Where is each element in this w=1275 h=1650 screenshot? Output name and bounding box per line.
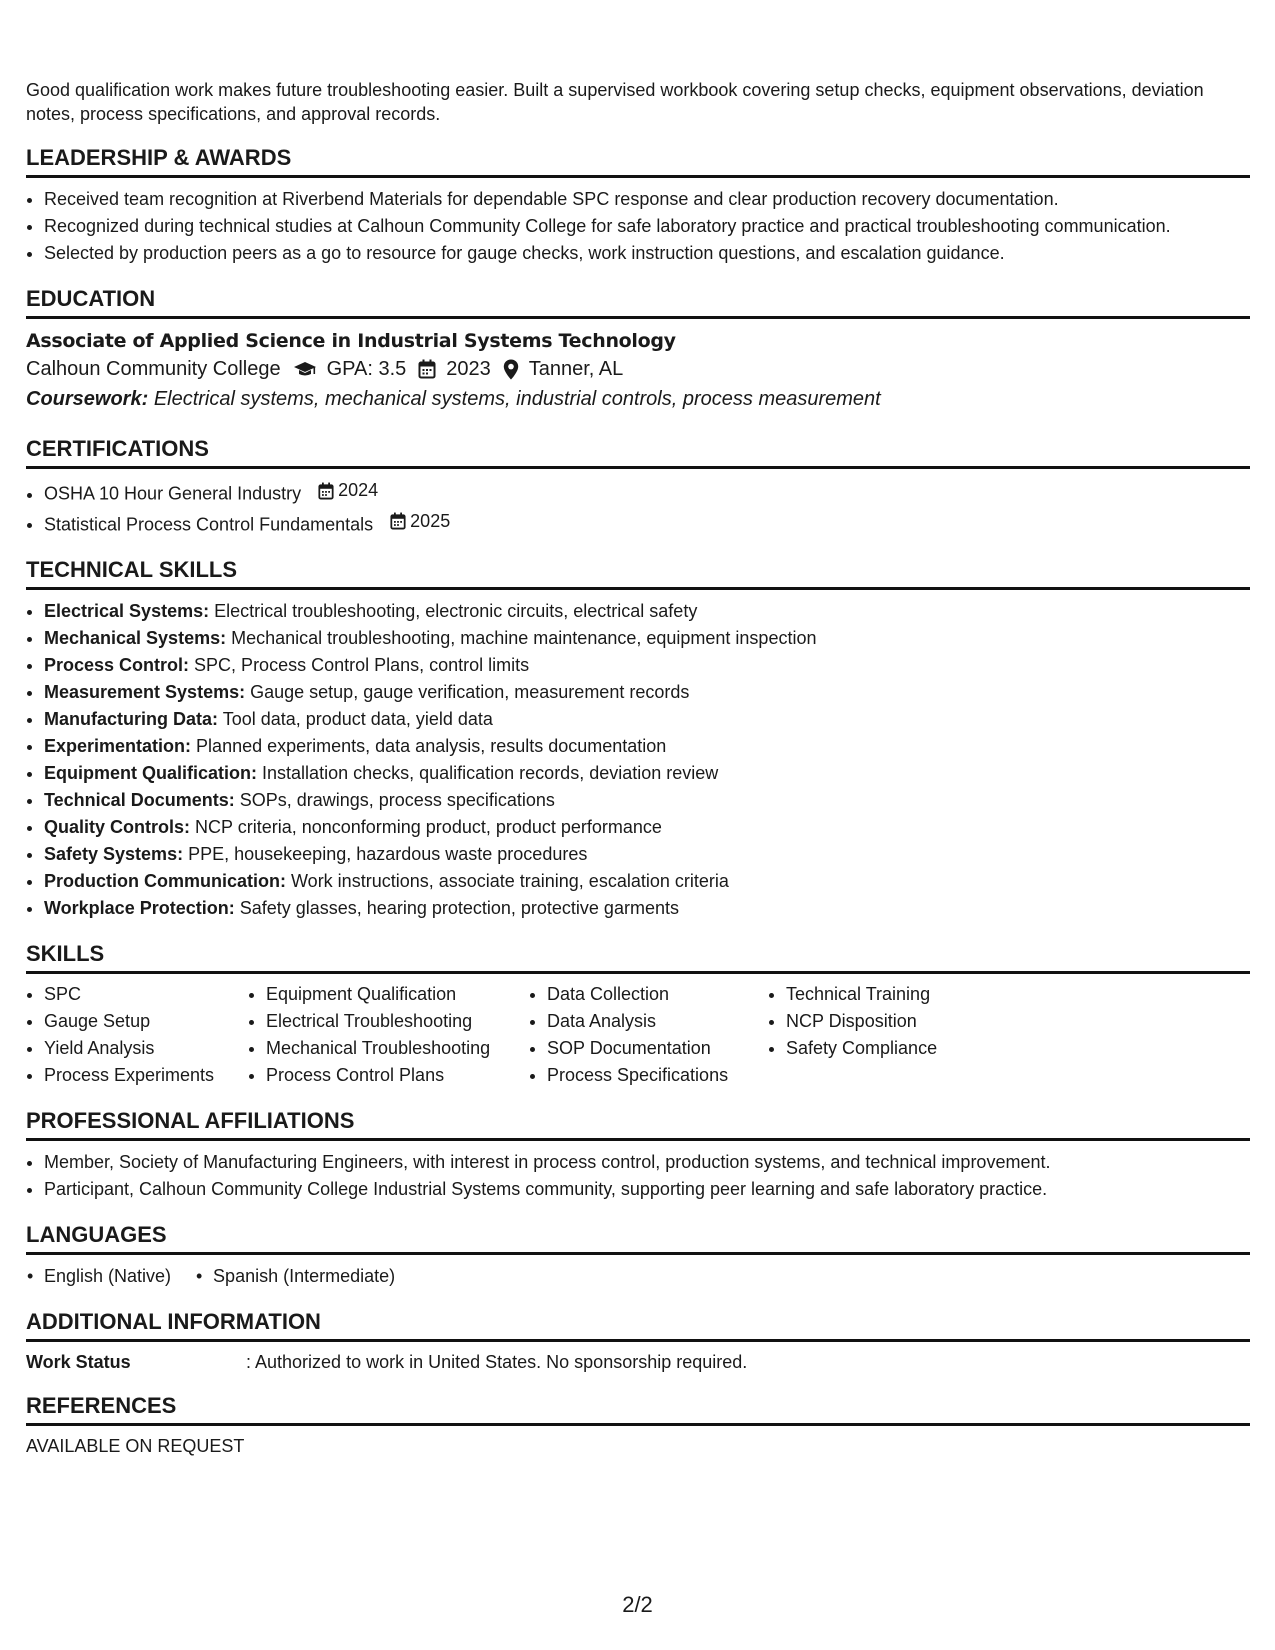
list-item [44, 760, 1250, 787]
cert-date [390, 508, 450, 535]
technical-skills-list [26, 598, 1250, 922]
list-item [44, 733, 1250, 760]
skill-label: Manufacturing Data: [44, 709, 219, 729]
list-item: • SOP Documentation [547, 1035, 768, 1062]
list-item: • Technical Training [786, 981, 1016, 1008]
affiliations-list [26, 1149, 1250, 1203]
list-item [44, 814, 1250, 841]
references-text: AVAILABLE ON REQUEST [26, 1436, 245, 1456]
languages-section [26, 1222, 1250, 1290]
skill-label: Production Communication: [44, 871, 286, 891]
graduation-cap-icon [293, 360, 317, 378]
certifications-list [26, 477, 1250, 538]
section-title-references: REFERENCES [26, 1393, 1250, 1426]
school-name: Calhoun Community College [26, 358, 281, 380]
skill-text: Tool data, product data, yield data [222, 709, 493, 729]
list-item: • Selected by production peers as a go to resource for gauge checks, work instruction questions, and escalation guidance. [44, 240, 1250, 267]
skill-label: Technical Documents: [44, 790, 235, 810]
section-title-certifications: CERTIFICATIONS [26, 436, 1250, 469]
certifications-section [26, 436, 1250, 538]
skill-text: PPE, housekeeping, hazardous waste procedures [188, 844, 588, 864]
technical-skills-section [26, 557, 1250, 922]
list-item [44, 895, 1250, 922]
list-item [44, 598, 1250, 625]
section-title-skills: SKILLS [26, 941, 1250, 974]
work-status-label: Work Status [26, 1352, 131, 1372]
cert-year: 2024 [338, 480, 379, 500]
skill-text: NCP criteria, nonconforming product, product performance [195, 817, 662, 837]
list-item: • SPC [44, 981, 248, 1008]
skill-label: Safety Systems: [44, 844, 184, 864]
list-item: • English (Native) [26, 1263, 171, 1290]
references-section [26, 1393, 1250, 1458]
leadership-list [26, 186, 1250, 267]
skill-text: Electrical troubleshooting, electronic circuits, electrical safety [214, 601, 698, 621]
skills-column [768, 981, 1016, 1089]
list-item [44, 508, 1250, 539]
graduation-year: 2023 [446, 358, 491, 380]
skill-label: Experimentation: [44, 736, 192, 756]
affiliations-section [26, 1108, 1250, 1203]
list-item: • Electrical Troubleshooting [266, 1008, 529, 1035]
cert-date [318, 477, 378, 504]
section-title-leadership: LEADERSHIP & AWARDS [26, 145, 1250, 178]
list-item [44, 787, 1250, 814]
skill-text: Installation checks, qualification records, deviation review [262, 763, 719, 783]
calendar-icon [418, 359, 436, 379]
cert-name: Statistical Process Control Fundamentals [44, 514, 374, 534]
page-number: 2/2 [622, 1592, 653, 1617]
work-status-value: : Authorized to work in United States. No sponsorship required. [246, 1352, 748, 1372]
section-title-languages: LANGUAGES [26, 1222, 1250, 1255]
section-title-technical-skills: TECHNICAL SKILLS [26, 557, 1250, 590]
leadership-section [26, 145, 1250, 267]
list-item [44, 679, 1250, 706]
list-item: • Process Control Plans [266, 1062, 529, 1089]
list-item: • Member, Society of Manufacturing Engineers, with interest in process control, production systems, and technical improvement. [44, 1149, 1250, 1176]
list-item: • Equipment Qualification [266, 981, 529, 1008]
languages-list [26, 1263, 1250, 1290]
education-details [26, 354, 1250, 384]
skill-label: Quality Controls: [44, 817, 191, 837]
map-marker-icon [503, 359, 519, 380]
school-location: Tanner, AL [528, 358, 624, 380]
coursework-line [26, 384, 1250, 414]
list-item: • Gauge Setup [44, 1008, 248, 1035]
list-item [44, 868, 1250, 895]
skill-label: Equipment Qualification: [44, 763, 258, 783]
calendar-icon [318, 482, 334, 500]
additional-info-section [26, 1309, 1250, 1374]
resume-page [26, 78, 1250, 1458]
degree-title: Associate of Applied Science in Industrial Systems Technology [26, 330, 676, 352]
skill-text: Work instructions, associate training, escalation criteria [291, 871, 729, 891]
section-title-additional: ADDITIONAL INFORMATION [26, 1309, 1250, 1342]
skill-label: Workplace Protection: [44, 898, 235, 918]
skill-label: Measurement Systems: [44, 682, 246, 702]
skills-section [26, 941, 1250, 1089]
skills-column [26, 981, 248, 1089]
list-item: • Participant, Calhoun Community College Industrial Systems community, supporting peer learning and safe laboratory practice. [44, 1176, 1250, 1203]
list-item: • Safety Compliance [786, 1035, 1016, 1062]
list-item [44, 706, 1250, 733]
section-title-education: EDUCATION [26, 286, 1250, 319]
section-title-affiliations: PROFESSIONAL AFFILIATIONS [26, 1108, 1250, 1141]
list-item: • Data Collection [547, 981, 768, 1008]
list-item: • Process Experiments [44, 1062, 248, 1089]
list-item: • Process Specifications [547, 1062, 768, 1089]
skills-column [248, 981, 529, 1089]
list-item: • NCP Disposition [786, 1008, 1016, 1035]
list-item [44, 625, 1250, 652]
list-item [44, 477, 1250, 508]
list-item: • Yield Analysis [44, 1035, 248, 1062]
skills-columns [26, 981, 1250, 1089]
cert-name: OSHA 10 Hour General Industry [44, 483, 302, 504]
gpa-value: GPA: 3.5 [326, 358, 407, 380]
coursework-text: Electrical systems, mechanical systems, industrial controls, process measurement [153, 388, 881, 410]
skills-column [529, 981, 768, 1089]
skill-label: Mechanical Systems: [44, 628, 227, 648]
work-status-row [26, 1350, 1250, 1374]
calendar-icon [390, 512, 406, 530]
skill-text: Planned experiments, data analysis, results documentation [196, 736, 667, 756]
list-item: • Spanish (Intermediate) [195, 1263, 395, 1290]
skill-text: Safety glasses, hearing protection, protective garments [239, 898, 679, 918]
skill-label: Process Control: [44, 655, 190, 675]
list-item: • Recognized during technical studies at Calhoun Community College for safe laboratory practice and practical troubleshooting communication. [44, 213, 1250, 240]
list-item: • Received team recognition at Riverbend Materials for dependable SPC response and clear production recovery documentation. [44, 186, 1250, 213]
list-item [44, 652, 1250, 679]
skill-text: Mechanical troubleshooting, machine maintenance, equipment inspection [231, 628, 817, 648]
list-item [44, 841, 1250, 868]
skill-text: Gauge setup, gauge verification, measurement records [250, 682, 690, 702]
intro-paragraph: Good qualification work makes future troubleshooting easier. Built a supervised workbook covering setup checks, equipment observations, deviation notes, process specifications, and approval records. [26, 80, 1204, 124]
cert-year: 2025 [410, 510, 451, 531]
list-item: • Mechanical Troubleshooting [266, 1035, 529, 1062]
coursework-label: Coursework: [26, 388, 149, 410]
education-section [26, 286, 1250, 414]
skill-text: SOPs, drawings, process specifications [239, 790, 555, 810]
list-item: • Data Analysis [547, 1008, 768, 1035]
skill-label: Electrical Systems: [44, 601, 210, 621]
skill-text: SPC, Process Control Plans, control limits [194, 655, 530, 675]
